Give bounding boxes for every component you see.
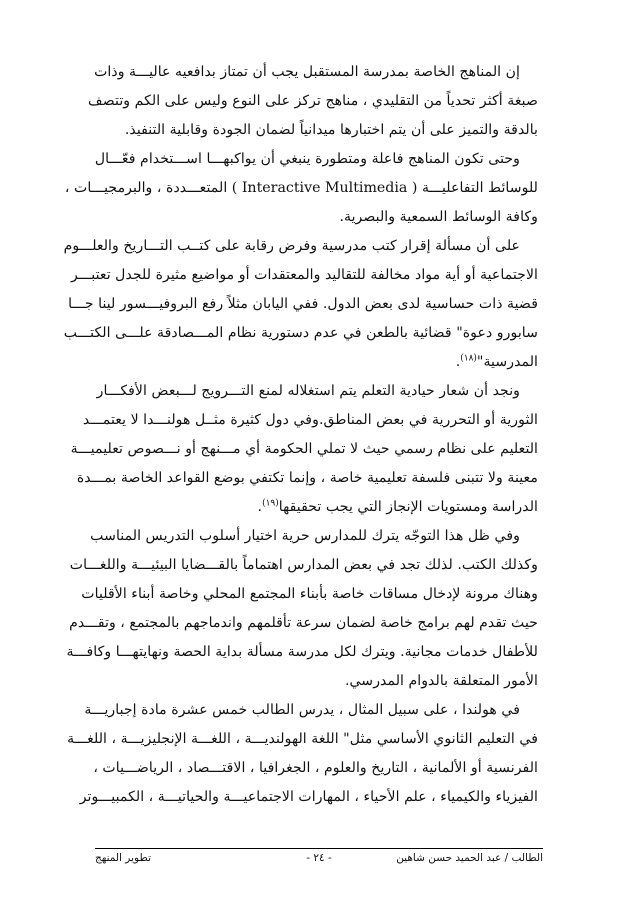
paragraph-line: الفرنسية أو الألمانية ، التاريخ والعلوم ، الجغرافيا ، الاقتـــصاد ، الرياضـــيات ، xyxy=(93,760,538,776)
paragraph-line: في التعليم الثانوي الأساسي مثل" اللغة الهولنديـــة ، اللغـــة الإنجليزيـــة ، اللغـــة xyxy=(67,731,538,747)
paragraph-text: الدراسة ومستويات الإنجاز التي يجب تحقيقها xyxy=(278,499,538,515)
footer-subject: تطوير المنهج xyxy=(95,852,151,864)
paragraph-line: ونجد أن شعار حيادية التعلم يتم استغلاله لمنع التـــرويج لـــبعض الأفكـــار xyxy=(96,383,520,399)
paragraph-line: الأمور المتعلقة بالدوام المدرسي. xyxy=(344,673,538,689)
footer-author: الطالب / عبد الحميد حسن شاهين xyxy=(396,852,543,864)
paragraph-line: صبغة أكثر تحدياً من التقليدي ، مناهج تركز على النوع وليس على الكم وتتصف xyxy=(88,93,538,109)
period: . xyxy=(455,354,461,370)
paragraph-line: وفي ظل هذا التوجّه يترك للمدارس حرية اختيار أسلوب التدريس المناسب xyxy=(90,528,520,544)
paragraph-line: وهناك مرونة لإدخال مساقات خاصة بأبناء المجتمع المحلي وخاصة أبناء الأقليات xyxy=(81,586,538,602)
body-text xyxy=(63,58,538,812)
paragraph-line-with-footnote xyxy=(98,348,538,377)
paragraph-line: للأطفال خدمات مجانية. ويترك لكل مدرسة مسألة بداية الحصة ونهايتهـــا وكافـــة xyxy=(66,644,538,660)
footnote-marker: (١٩) xyxy=(262,498,279,509)
period: . xyxy=(257,499,263,515)
paragraph-line: بالدقة والتميز على أن يتم اختبارها ميدانياً لضمان الجودة وقابلية التنفيذ. xyxy=(124,122,538,138)
paragraph-line: إن المناهج الخاصة بمدرسة المستقبل يجب أن تمتاز بدافعيه عاليـــة وذات xyxy=(94,64,520,80)
page-footer xyxy=(95,852,543,870)
footer-page-number: - ٢٤ - xyxy=(306,852,332,864)
footer-divider xyxy=(95,848,543,849)
paragraph-text: المدرسية" xyxy=(476,354,538,370)
paragraph-line: في هولندا ، على سبيل المثال ، يدرس الطالب خمس عشرة مادة إجباريـــة xyxy=(84,702,520,718)
paragraph-line: سابورو دعوة" قضائية بالطعن في عدم دستورية نظام المـــصادقة علـــى الكتـــب xyxy=(63,325,538,341)
paragraph-line: قضية ذات حساسية لدى بعض الدول. ففي اليابان مثلاً رفع البروفيـــسور لينا جـــا xyxy=(68,296,538,312)
paragraph-line: على أن مسألة إقرار كتب مدرسية وفرض رقابة على كتــب التـــاريخ والعلـــوم xyxy=(63,238,520,254)
paragraph-line: الفيزياء والكيمياء ، علم الأحياء ، المهارات الاجتماعيـــة والحياتيـــة ، الكمبيـــوتر xyxy=(79,789,538,805)
paragraph-line: التعليم على نظام رسمي حيث لا تملي الحكومة أي مـــنهج أو نـــصوص تعليميـــة xyxy=(70,441,538,457)
paragraph-line: معينة ولا تتبنى فلسفة تعليمية خاصة ، وإنما تكتفي بوضع القواعد الخاصة بمـــدة xyxy=(76,470,538,486)
paragraph-line: للوسائط التفاعليـــة ( Interactive Multimedia ) المتعـــددة ، والبرمجيـــات ، xyxy=(64,180,538,196)
paragraph-line: حيث تقدم لهم برامج خاصة لضمان سرعة تأقلمهم واندماجهم بالمجتمع ، وتقـــدم xyxy=(69,615,538,631)
paragraph-line: الاجتماعية أو أية مواد مخالفة للتقاليد والمعتقدات أو مواضيع مثيرة للجدل تعتبـــر xyxy=(70,267,538,283)
paragraph-line-with-footnote xyxy=(98,493,538,522)
paragraph-line: وكذلك الكتب. لذلك تجد في بعض المدارس اهتماماً بالقـــضايا البيئيـــة واللغـــات xyxy=(69,557,538,573)
paragraph-line: الثورية أو التحررية في بعض المناطق.وفي دول كثيرة مثــل هولنـــدا لا يعتمـــد xyxy=(82,412,538,428)
paragraph-line: وكافة الوسائط السمعية والبصرية. xyxy=(339,209,538,225)
footnote-marker: (١٨) xyxy=(460,353,477,364)
paragraph-line: وحتى تكون المناهج فاعلة ومتطورة ينبغي أن يواكبهـــا اســـتخدام فعّـــال xyxy=(94,151,520,167)
